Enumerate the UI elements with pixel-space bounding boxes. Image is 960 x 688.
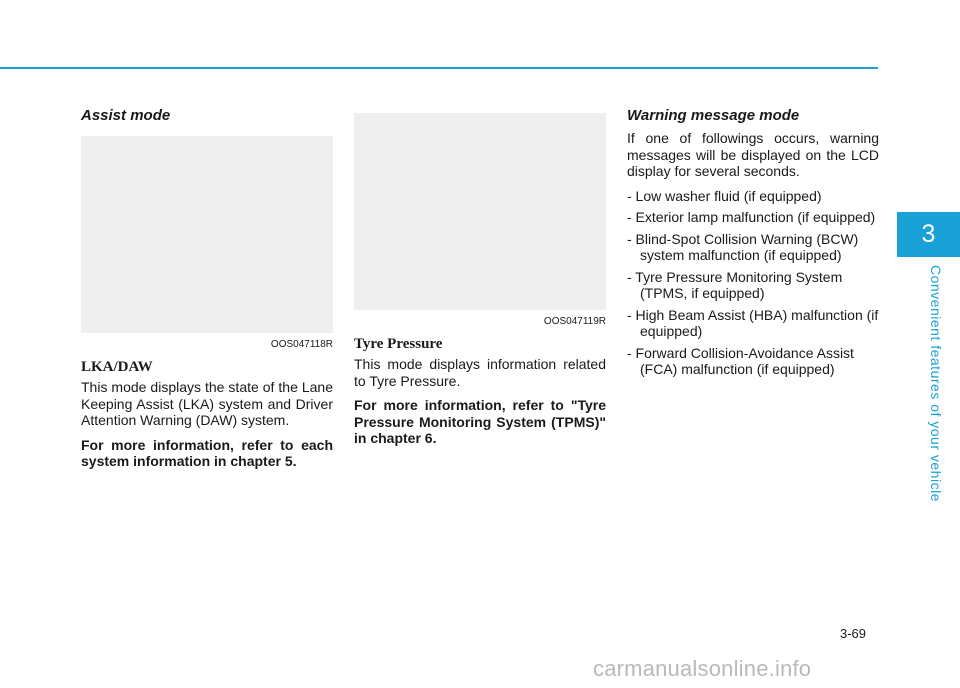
lka-daw-body: This mode displays the state of the Lane Keeping Assist (LKA) system and Driver Attention Warning (DAW) system. bbox=[81, 379, 333, 428]
warning-mode-heading: Warning message mode bbox=[627, 107, 800, 124]
lka-daw-figure bbox=[81, 136, 333, 350]
chapter-tab: 3 bbox=[897, 212, 960, 257]
assist-mode-heading: Assist mode bbox=[81, 107, 171, 124]
chapter-title: Convenient features of your vehicle bbox=[928, 265, 944, 502]
tyre-pressure-column bbox=[354, 107, 606, 455]
figure-code: OOS047118R bbox=[270, 339, 333, 350]
warning-list bbox=[627, 188, 879, 378]
figure-code: OOS047119R bbox=[543, 316, 606, 327]
tyre-pressure-note: For more information, refer to "Tyre Pressure Monitoring System (TPMS)" in chapter 6. bbox=[354, 397, 606, 446]
tyre-pressure-figure bbox=[354, 113, 606, 327]
list-item: - Low washer fluid (if equipped) bbox=[627, 187, 822, 204]
warning-mode-column bbox=[627, 107, 879, 383]
list-item: - Blind-Spot Collision Warning (BCW) system malfunction (if equipped) bbox=[627, 230, 859, 263]
list-item: - Forward Collision-Avoidance Assist (FCA) malfunction (if equipped) bbox=[627, 344, 854, 377]
warning-mode-intro: If one of followings occurs, warning messages will be displayed on the LCD display for several seconds. bbox=[627, 130, 879, 179]
header-rule bbox=[0, 67, 878, 69]
list-item: - Tyre Pressure Monitoring System (TPMS, if equipped) bbox=[627, 268, 843, 301]
tyre-pressure-subheading: Tyre Pressure bbox=[354, 336, 443, 352]
assist-mode-column bbox=[81, 107, 333, 478]
list-item: - Exterior lamp malfunction (if equipped) bbox=[627, 209, 876, 225]
lka-daw-subheading: LKA/DAW bbox=[81, 359, 153, 375]
tyre-pressure-body: This mode displays information related to Tyre Pressure. bbox=[354, 356, 606, 389]
page-number: 3-69 bbox=[840, 626, 867, 641]
watermark: carmanualsonline.info bbox=[593, 656, 812, 681]
lka-daw-note: For more information, refer to each system information in chapter 5. bbox=[81, 436, 333, 469]
list-item: - High Beam Assist (HBA) malfunction (if equipped) bbox=[627, 306, 879, 339]
